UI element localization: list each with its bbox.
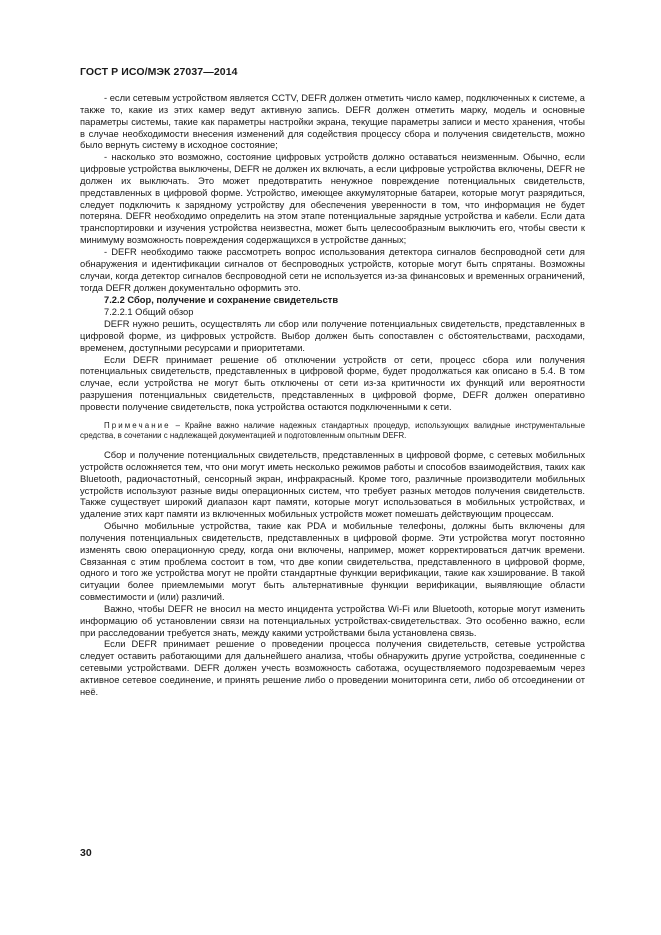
page-number: 30: [80, 847, 92, 859]
paragraph-disconnect: Если DEFR принимает решение об отключении устройств от сети, процесс сбора или получения потенциальных свидетельств, представленных в цифровой форме, будет продолжаться как описано в 5.4. В том случае, если устройства не могут быть отключены от сети из-за критичности их функций или вероятности разрушения потенциальных свидетельств, представленных в цифровой форме, DEFR должен оперативно провести получение свидетельств, пока устройства остаются подключенными к сети.: [80, 354, 585, 412]
document-body: [80, 93, 585, 699]
paragraph-pda-phones: Обычно мобильные устройства, такие как PDA и мобильные телефоны, должны быть включены для получения потенциальных свидетельств, представленных в цифровой форме. Эти устройства могут постоянно изменять свою операционную среду, когда они включены, например, может корректироваться датчик времени. Связанная с этим проблема состоит в том, что две копии свидетельства, представленного в цифровой форме, одного и того же устройства могут не пройти стандартные функции верификации, такие как хэширование. В такой ситуации более приемлемыми могут быть альтернативные функции верификации, выявляющие области совместимости и (или) различий.: [80, 521, 585, 603]
paragraph-cctv: - если сетевым устройством является CCTV, DEFR должен отметить число камер, подключенных к системе, а также то, какие из этих камер ведут активную запись. DEFR должен отметить марку, модель и основные параметры системы, такие как параметры настройки экрана, текущие параметры записи и место хранения, чтобы в случае необходимости внесения изменений для содействия процессу сбора и получения свидетельств, можно было вернуть систему в исходное состояние;: [80, 93, 585, 151]
document-header: ГОСТ Р ИСО/МЭК 27037—2014: [80, 66, 238, 78]
paragraph-network-monitoring: Если DEFR принимает решение о проведении процесса получения свидетельств, сетевые устройства следует оставить работающими для дальнейшего анализа, чтобы обнаружить другие устройства, соединенные с сетевыми устройствами. DEFR должен учесть возможность саботажа, осуществляемого подозреваемым через активное сетевое соединение, и принять решение либо о проведении мониторинга сети, либо об отсоединении от неё.: [80, 639, 585, 697]
paragraph-device-state: - насколько это возможно, состояние цифровых устройств должно оставаться неизменным. Обычно, если цифровые устройства выключены, DEFR не должен их включать, а если цифровые устройства включены, DEFR не должен их выключать. Это может предотвратить ненужное повреждение потенциальных свидетельств, представленных в цифровой форме. Устройство, имеющее аккумуляторные батареи, которые могут разрядиться, следует подключить к зарядному устройству для обеспечения уверенности в том, что информация не будет потеряна. DEFR необходимо определить на этом этапе потенциальные зарядные устройства и кабели. Если дата транспортировки и изучения устройства неизвестна, может быть целесообразным выключить его, чтобы свести к минимуму возможность повреждения содержащихся в устройстве данных;: [80, 152, 586, 246]
paragraph-wireless-detector: - DEFR необходимо также рассмотреть вопрос использования детектора сигналов беспроводной сети для обнаружения и идентификации сигналов от беспроводных устройств, которые могут быть спрятаны. Возможны случаи, когда детектор сигналов беспроводной сети не используется из-за финансовых и временных ограничений, тогда DEFR должен документально оформить это.: [80, 246, 585, 293]
note-text: – Крайне важно наличие надежных стандартных процедур, использующих валидные инструментальные средства, в сочетании с надлежащей документацией и подготовленным опытным DEFR.: [80, 420, 585, 441]
note: [80, 421, 585, 442]
section-heading: 7.2.2 Сбор, получение и сохранение свидетельств: [104, 295, 339, 306]
paragraph-mobile-devices: Сбор и получение потенциальных свидетельств, представленных в цифровой форме, с сетевых мобильных устройств осложняется тем, что они могут иметь несколько режимов работы и способов взаимодействия, таких как Bluetooth, радиочастотный, сенсорный экран, инфракрасный. Кроме того, различные производители мобильных устройств используют разные виды операционных систем, что требует разных методов получения свидетельств. Также существует широкий диапазон карт памяти, которые могут использоваться в мобильных устройствах, и удаление этих карт памяти из включенных мобильных устройств может помешать действующим процессам.: [80, 449, 585, 520]
paragraph-decision: DEFR нужно решить, осуществлять ли сбор или получение потенциальных свидетельств, представленных в цифровой форме, из цифровых устройств. Выбор должен быть сопоставлен с обстоятельствами, расходами, временем, доступными ресурсами и приоритетами.: [80, 319, 585, 353]
subsection-heading: 7.2.2.1 Общий обзор: [104, 307, 194, 318]
paragraph-wifi-bluetooth: Важно, чтобы DEFR не вносил на место инцидента устройства Wi-Fi или Bluetooth, которые могут изменить информацию об установлении связи на потенциальных устройствах-свидетельствах. Это особенно важно, если при расследовании требуется знать, между какими устройствами была установлена связь.: [80, 603, 585, 638]
note-label: Примечание: [104, 420, 171, 430]
